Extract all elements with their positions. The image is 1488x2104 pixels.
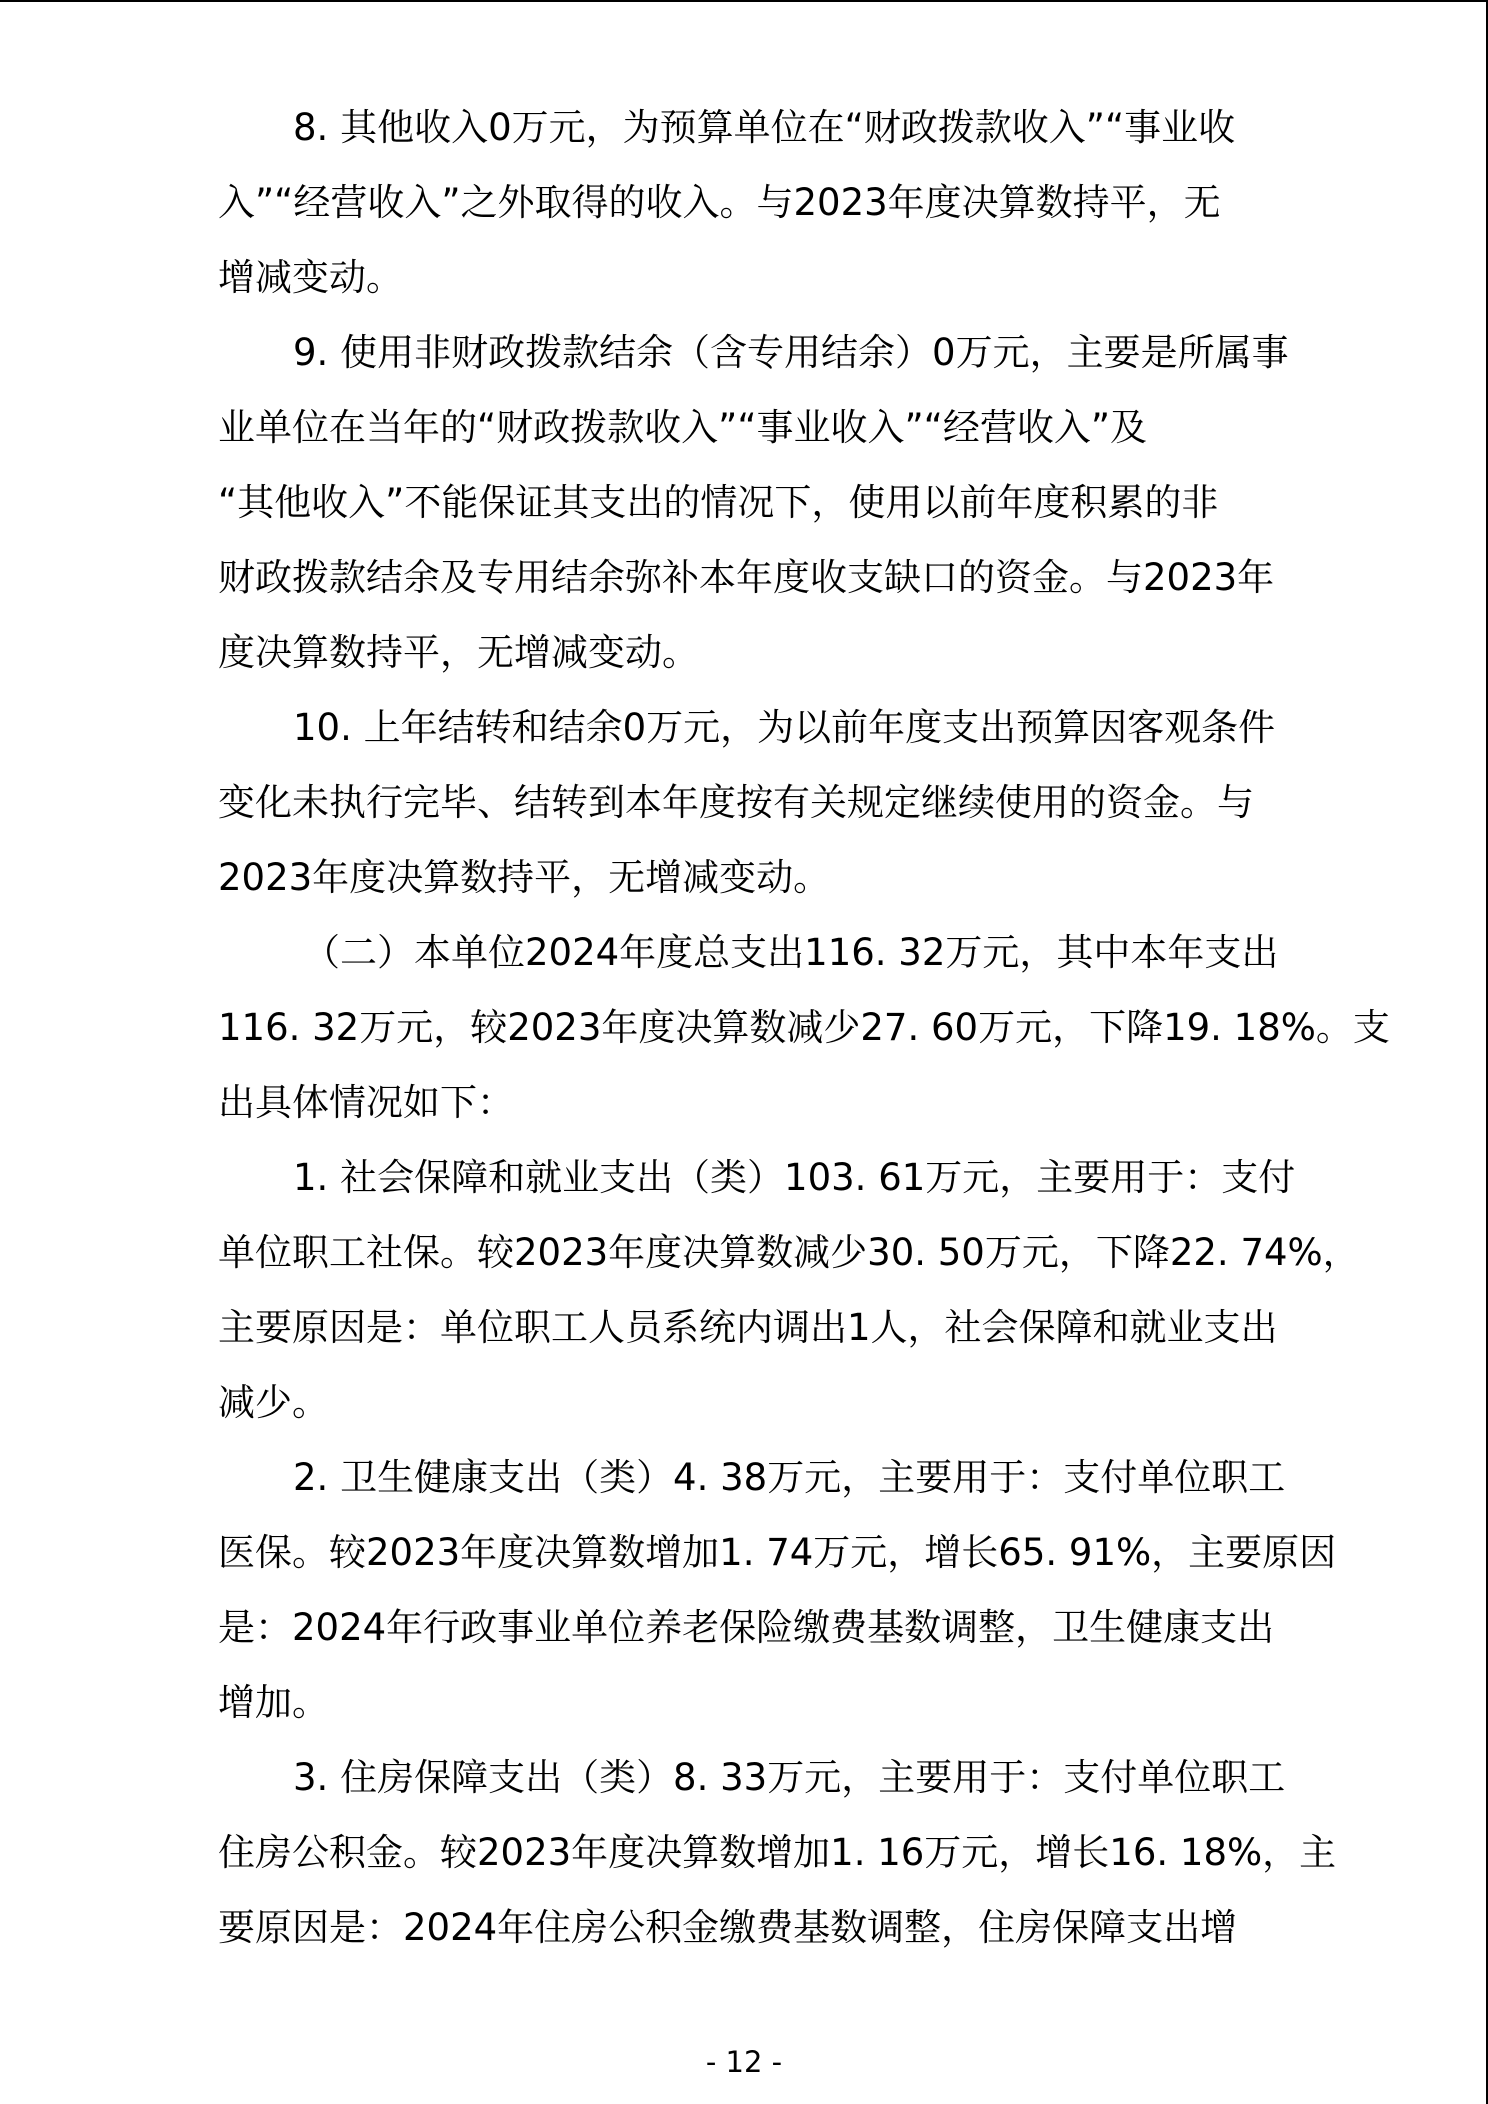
- text-line: 度决算数持平，无增减变动。: [218, 631, 699, 674]
- text-line: 3. 住房保障支出（类）8. 33万元，主要用于：支付单位职工: [293, 1756, 1286, 1799]
- text-line: 入”“经营收入”之外取得的收入。与2023年度决算数持平，无: [218, 181, 1221, 224]
- text-line: （二）本单位2024年度总支出116. 32万元，其中本年支出: [303, 931, 1279, 974]
- text-line: 9. 使用非财政拨款结余（含专用结余）0万元，主要是所属事: [293, 331, 1289, 374]
- text-line: 出具体情况如下：: [218, 1081, 514, 1124]
- text-line: 10. 上年结转和结余0万元，为以前年度支出预算因客观条件: [293, 706, 1276, 749]
- text-line: 财政拨款结余及专用结余弥补本年度收支缺口的资金。与2023年: [218, 556, 1275, 599]
- text-line: 2023年度决算数持平，无增减变动。: [218, 856, 831, 899]
- text-line: 是：2024年行政事业单位养老保险缴费基数调整，卫生健康支出: [218, 1606, 1275, 1649]
- text-line: 增减变动。: [218, 256, 403, 299]
- text-line: 医保。较2023年度决算数增加1. 74万元，增长65. 91%，主要原因: [218, 1531, 1337, 1574]
- text-line: 增加。: [218, 1681, 329, 1724]
- text-line: 变化未执行完毕、结转到本年度按有关规定继续使用的资金。与: [218, 781, 1254, 824]
- page-top-border: [0, 0, 1488, 2]
- text-line: “其他收入”不能保证其支出的情况下，使用以前年度积累的非: [218, 481, 1219, 524]
- text-line: 减少。: [218, 1381, 329, 1424]
- text-line: 要原因是：2024年住房公积金缴费基数调整，住房保障支出增: [218, 1906, 1238, 1949]
- text-line: 单位职工社保。较2023年度决算数减少30. 50万元，下降22. 74%，: [218, 1231, 1360, 1274]
- text-line: 116. 32万元，较2023年度决算数减少27. 60万元，下降19. 18%。支: [218, 1006, 1390, 1049]
- text-line: 业单位在当年的“财政拨款收入”“事业收入”“经营收入”及: [218, 406, 1148, 449]
- text-line: 2. 卫生健康支出（类）4. 38万元，主要用于：支付单位职工: [293, 1456, 1286, 1499]
- text-line: 主要原因是：单位职工人员系统内调出1人，社会保障和就业支出: [218, 1306, 1278, 1349]
- text-line: 住房公积金。较2023年度决算数增加1. 16万元，增长16. 18%，主: [218, 1831, 1337, 1874]
- page-number: - 12 -: [705, 2045, 783, 2079]
- text-line: 1. 社会保障和就业支出（类）103. 61万元，主要用于：支付: [293, 1156, 1296, 1199]
- text-line: 8. 其他收入0万元，为预算单位在“财政拨款收入”“事业收: [293, 106, 1236, 149]
